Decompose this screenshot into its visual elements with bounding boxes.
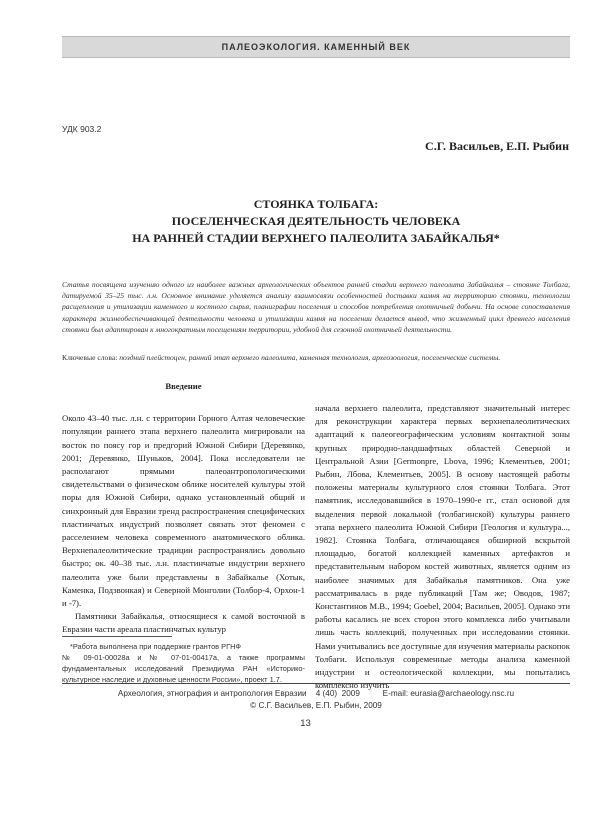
right-column [315,402,570,692]
running-header-title: ПАЛЕОЭКОЛОГИЯ. КАМЕННЫЙ ВЕК [221,42,411,52]
article-title [62,196,570,247]
keywords [62,352,570,363]
keywords-label: Ключевые слова: [62,353,120,362]
left-column [62,372,305,637]
intro-paragraph-1: Около 43–40 тыс. л.н. с территории Горного Алтая человеческие популяции раннего этапа верхнего палеолита мигрировали на восток по поясу гор и предгорий Южной Сибири [Деревянко, 2001; Деревянко, Шуньков, 2004]. Пока исследователи не располагают прямыми палеоантропологическими свидетельствами о физическом облике носителей культуры этой поры для Южной Сибири, однако установленный общий и синхронный для Евразии тренд распространения специфических пластинчатых индустрий позволяет связать этот феномен с расселением человека современного анатомического облика. Верхнепалеолитические традиции распространялись довольно быстро; ок. 40–38 тыс. л.н. пластинчатые индустрии верхнего палеолита уже были представлены в Забайкалье (Хотык, Каменка, Подзвонкая) и Северной Монголии (Толбор-4, Орхон-1 и -7). [62,413,305,609]
article-title-line2: ПОСЕЛЕНЧЕСКАЯ ДЕЯТЕЛЬНОСТЬ ЧЕЛОВЕКА [171,214,461,228]
intro-paragraph-3: начала верхнего палеолита, представляют значительный интерес для реконструкции характера первых верхнепалеолитических адаптаций к палеогеографическим условиям контактной зоны крупных природно-ландшафтных областей Северной и Центральной Азии [Germonpre, Lbova, 1996; Клементьев, 2001; Рыбин, Лбова, Клементьев, 2005]. В основу настоящей работы положены материалы культурного слоя стоянки Толбага. Этот памятник, исследовавшийся в 1970–1990-е гг., стал основой для выделения первой локальной (толбагинской) культуры раннего этапа верхнего палеолита Южной Сибири [Геология и культура..., 1982]. Стоянка Толбага, отличающаяся обширной вскрытой площадью, богатой коллекцией каменных артефактов и представительным набором костей животных, является одним из наиболее значимых для Забайкалья памятников. Она уже рассматривалась в ряде публикаций [Там же; Оводов, 1987; Константинов М.В., 1994; Goebel, 2004; Васильев, 2005]. Однако эти работы касались не всех сторон этого комплекса либо учитывали лишь часть коллекций, полученных при исследовании стоянки. Нами учитывались все доступные для изучения материалы раскопок Толбаги. Используя современные методы анализа каменной индустрии и остеологической коллекции, мы попытались комплексно изучить [315,403,570,691]
footer-journal-line: Археология, этнография и антропология Евразии 4 (40) 2009 E-mail: eurasia@archaeology.nsc.ru [117,689,515,698]
footnote-line1: *Работа выполнена при поддержке грантов РГНФ [70,642,242,651]
footnote-divider [62,636,172,637]
article-title-line1: СТОЯНКА ТОЛБАГА: [253,197,379,211]
section-heading-introduction: Введение [165,381,202,391]
article-title-line3: НА РАННЕЙ СТАДИИ ВЕРХНЕГО ПАЛЕОЛИТА ЗАБАЙКАЛЬЯ* [132,231,500,245]
udk-code: УДК 903.2 [62,124,102,134]
footnote [62,641,305,685]
keywords-text: поздний плейстоцен, ранний этап верхнего палеолита, каменная технология, археозоология, поселенческие системы. [119,353,501,362]
running-header [62,36,570,58]
abstract: Статья посвящена изучению одного из наиболее важных археологических объектов ранней стадии верхнего палеолита Забайкалья – стоянке Толбага, датируемой 35–25 тыс. л.н. Основное внимание уделяется анализу взаимосвязи особенностей доставки камня на территорию стоянки, технологии расщепления и утилизации каменного и костного сырья, планиграфии поселения и способов потребления охотничьей добычи. На основе сопоставления характера жизнеобеспечивающей деятельности человека и утилизации камня на поселении делается вывод, что жизненный цикл древнего населения стоянки был адаптирован к многократным посещениям территории, удобной для сезонной охотничьей деятельности. [62,280,570,334]
footer-copyright: © С.Г. Васильев, Е.П. Рыбин, 2009 [250,701,382,710]
footnote-rest: № 09-01-00028а и № 07-01-00417а, а также программы фундаментальных исследований Президиума РАН «Историко-культурное наследие и духовные ценности России», проект 1.7. [62,653,305,684]
authors: С.Г. Васильев, Е.П. Рыбин [425,139,569,153]
page-number: 13 [300,718,311,729]
footer-divider [62,683,570,684]
intro-paragraph-2: Памятники Забайкалья, относящиеся к самой восточной в Евразии части ареала пластинчатых культур [62,611,305,635]
